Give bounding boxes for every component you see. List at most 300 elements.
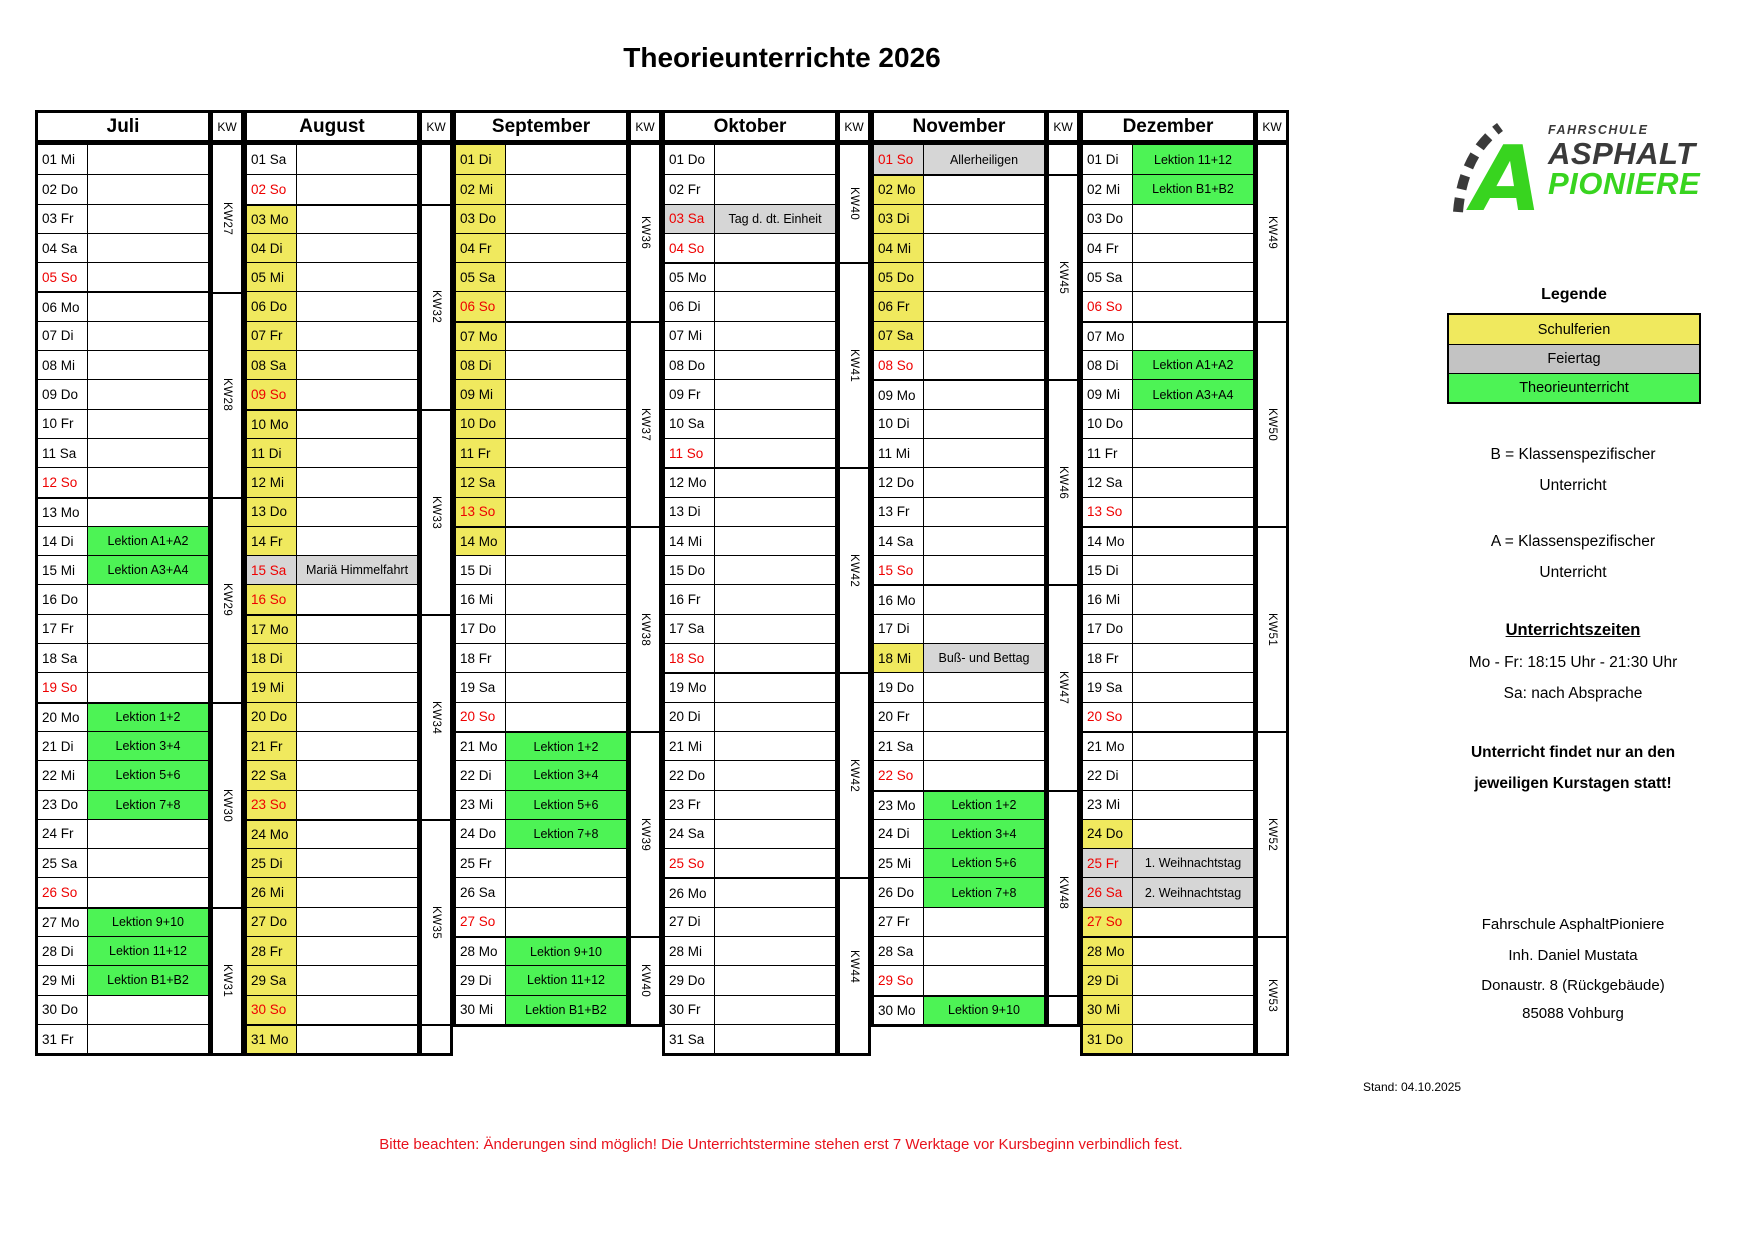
empty-lesson-cell <box>297 263 417 291</box>
empty-lesson-cell <box>297 234 417 262</box>
date-cell: 28 Mi <box>665 937 715 965</box>
day-row <box>1083 145 1253 174</box>
day-row <box>456 291 626 320</box>
day-row <box>1083 321 1253 350</box>
empty-lesson-cell <box>715 732 835 760</box>
date-cell: 28 Di <box>38 937 88 965</box>
date-cell: 24 Fr <box>38 820 88 848</box>
date-cell: 18 So <box>665 644 715 672</box>
day-row <box>1083 438 1253 467</box>
date-cell: 05 Sa <box>456 263 506 291</box>
month-days <box>1080 143 1256 1056</box>
date-cell: 26 Sa <box>1083 878 1133 906</box>
lesson-cell: Lektion 11+12 <box>88 937 208 965</box>
day-row <box>874 204 1044 233</box>
empty-lesson-cell <box>88 644 208 672</box>
day-row <box>456 848 626 877</box>
date-cell: 13 Mo <box>38 499 88 526</box>
kw-label: KW27 <box>221 201 233 235</box>
day-row <box>247 350 417 379</box>
empty-lesson-cell <box>1133 323 1253 350</box>
empty-lesson-cell <box>924 615 1044 643</box>
date-cell: 16 Mi <box>1083 585 1133 613</box>
day-row <box>247 204 417 233</box>
day-row <box>874 760 1044 789</box>
date-cell: 30 Fr <box>665 996 715 1024</box>
date-cell: 06 Do <box>247 292 297 320</box>
empty-lesson-cell <box>715 469 835 496</box>
date-cell: 20 Do <box>247 703 297 731</box>
lesson-cell: Lektion 3+4 <box>924 820 1044 848</box>
empty-lesson-cell <box>297 527 417 555</box>
kw-group <box>422 614 450 819</box>
day-row <box>874 848 1044 877</box>
day-row <box>38 907 208 936</box>
empty-lesson-cell <box>1133 615 1253 643</box>
day-row <box>38 614 208 643</box>
kw-group <box>1049 584 1077 789</box>
day-row <box>1083 672 1253 701</box>
empty-lesson-cell <box>297 585 417 613</box>
month-days <box>35 143 211 1056</box>
date-cell: 23 Fr <box>665 791 715 819</box>
day-row <box>247 291 417 320</box>
empty-lesson-cell <box>88 351 208 379</box>
date-cell: 01 So <box>874 145 924 174</box>
day-row <box>38 174 208 203</box>
date-cell: 02 So <box>247 175 297 203</box>
kw-label: KW50 <box>1266 407 1278 441</box>
empty-lesson-cell <box>924 292 1044 320</box>
holiday-name-cell: 2. Weihnachtstag <box>1133 878 1253 906</box>
empty-lesson-cell <box>506 528 626 555</box>
date-cell: 15 So <box>874 556 924 584</box>
empty-lesson-cell <box>1133 292 1253 320</box>
empty-lesson-cell <box>297 908 417 936</box>
a-note-line1: A = Klassenspezifischer <box>1490 533 1656 550</box>
empty-lesson-cell <box>88 849 208 877</box>
day-row <box>874 819 1044 848</box>
empty-lesson-cell <box>506 351 626 379</box>
date-cell: 17 Mo <box>247 616 297 643</box>
empty-lesson-cell <box>297 322 417 350</box>
empty-lesson-cell <box>88 820 208 848</box>
day-row <box>38 438 208 467</box>
date-cell: 02 Mi <box>456 175 506 203</box>
empty-lesson-cell <box>297 498 417 526</box>
kw-group-empty <box>422 145 450 204</box>
date-cell: 18 Di <box>247 644 297 672</box>
kw-group <box>631 526 659 731</box>
empty-lesson-cell <box>297 937 417 965</box>
day-row <box>456 555 626 584</box>
day-row <box>665 760 835 789</box>
kw-label: KW49 <box>1266 216 1278 250</box>
date-cell: 04 Di <box>247 234 297 262</box>
legend-item-theorieunterricht: Theorieunterricht <box>1449 373 1699 402</box>
day-row <box>247 614 417 643</box>
kw-label: KW36 <box>639 216 651 250</box>
empty-lesson-cell <box>715 264 835 291</box>
empty-lesson-cell <box>924 176 1044 203</box>
date-cell: 10 Sa <box>665 410 715 438</box>
date-cell: 12 Sa <box>456 468 506 496</box>
day-row <box>38 321 208 350</box>
date-cell: 22 Di <box>456 761 506 789</box>
date-cell: 14 Mo <box>456 528 506 555</box>
date-cell: 28 Mo <box>456 938 506 965</box>
kw-column <box>420 143 453 1056</box>
day-row <box>38 995 208 1024</box>
date-cell: 18 Fr <box>1083 644 1133 672</box>
date-cell: 09 Mi <box>456 380 506 408</box>
empty-lesson-cell <box>1133 761 1253 789</box>
empty-lesson-cell <box>1133 205 1253 233</box>
month-august <box>244 110 453 1056</box>
date-cell: 06 Fr <box>874 292 924 320</box>
kw-group <box>840 145 868 262</box>
day-row <box>247 995 417 1024</box>
kw-header: KW <box>1256 110 1289 143</box>
day-row <box>1083 262 1253 291</box>
date-cell: 19 Mi <box>247 673 297 701</box>
day-row <box>247 877 417 906</box>
day-row <box>247 555 417 584</box>
kw-group <box>1258 731 1286 936</box>
date-cell: 21 Di <box>38 732 88 760</box>
day-row <box>456 174 626 203</box>
kw-group <box>1258 936 1286 1053</box>
empty-lesson-cell <box>506 585 626 613</box>
stand-date: Stand: 04.10.2025 <box>1362 1080 1462 1094</box>
date-cell: 11 Fr <box>456 439 506 467</box>
address-company: Fahrschule AsphaltPioniere <box>1481 916 1665 933</box>
date-cell: 13 Fr <box>874 498 924 526</box>
kw-label: KW46 <box>1057 466 1069 500</box>
day-row <box>874 291 1044 320</box>
empty-lesson-cell <box>715 175 835 203</box>
date-cell: 04 Fr <box>1083 234 1133 262</box>
day-row <box>456 438 626 467</box>
date-cell: 15 Mi <box>38 556 88 584</box>
day-row <box>1083 907 1253 936</box>
date-cell: 29 Mi <box>38 966 88 994</box>
empty-lesson-cell <box>1133 585 1253 613</box>
day-row <box>665 145 835 174</box>
day-row <box>1083 204 1253 233</box>
empty-lesson-cell <box>1133 908 1253 936</box>
kw-label: KW38 <box>639 612 651 647</box>
empty-lesson-cell <box>1133 439 1253 467</box>
empty-lesson-cell <box>297 644 417 672</box>
date-cell: 06 So <box>456 292 506 320</box>
empty-lesson-cell <box>506 878 626 906</box>
empty-lesson-cell <box>1133 498 1253 526</box>
empty-lesson-cell <box>715 703 835 731</box>
date-cell: 23 Mi <box>1083 791 1133 819</box>
day-row <box>665 643 835 672</box>
date-cell: 24 Do <box>456 820 506 848</box>
day-row <box>874 526 1044 555</box>
date-cell: 03 Sa <box>665 205 715 233</box>
b-note-line1: B = Klassenspezifischer <box>1490 446 1656 463</box>
legend-title: Legende <box>1541 286 1607 303</box>
kw-column <box>1047 143 1080 1027</box>
month-september <box>453 110 662 1027</box>
day-row <box>665 204 835 233</box>
month-body <box>453 143 662 1027</box>
day-row <box>665 174 835 203</box>
date-cell: 05 Mi <box>247 263 297 291</box>
day-row <box>1083 174 1253 203</box>
day-row <box>247 174 417 203</box>
empty-lesson-cell <box>506 205 626 233</box>
lesson-cell: Lektion 7+8 <box>88 791 208 819</box>
date-cell: 13 So <box>1083 498 1133 526</box>
day-row <box>456 204 626 233</box>
kw-label: KW52 <box>1266 817 1278 852</box>
empty-lesson-cell <box>1133 1025 1253 1053</box>
lesson-cell: Lektion 3+4 <box>506 761 626 789</box>
day-row <box>874 907 1044 936</box>
month-dezember <box>1080 110 1289 1056</box>
day-row <box>247 379 417 408</box>
day-row <box>874 702 1044 731</box>
date-cell: 31 Do <box>1083 1025 1133 1053</box>
month-header-september: September <box>453 110 629 143</box>
empty-lesson-cell <box>506 380 626 408</box>
month-header-november: November <box>871 110 1047 143</box>
date-cell: 16 So <box>247 585 297 613</box>
day-row <box>874 584 1044 613</box>
day-row <box>665 877 835 906</box>
lesson-cell: Lektion 5+6 <box>506 791 626 819</box>
date-cell: 17 Do <box>1083 615 1133 643</box>
day-row <box>38 672 208 701</box>
day-row <box>874 233 1044 262</box>
change-notice: Bitte beachten: Änderungen sind möglich! Die Unterrichtstermine stehen erst 7 Werktage vor Kursbeginn verbindlich fest. <box>379 1136 1183 1153</box>
month-body <box>1080 143 1289 1056</box>
month-header-row <box>662 110 871 143</box>
date-cell: 09 Do <box>38 380 88 408</box>
date-cell: 27 Fr <box>874 908 924 936</box>
kw-column <box>629 143 662 1027</box>
day-row <box>456 877 626 906</box>
date-cell: 30 So <box>247 996 297 1024</box>
day-row <box>874 790 1044 819</box>
date-cell: 02 Fr <box>665 175 715 203</box>
kw-group <box>1258 526 1286 731</box>
day-row <box>247 760 417 789</box>
empty-lesson-cell <box>506 673 626 701</box>
empty-lesson-cell <box>1133 263 1253 291</box>
day-row <box>1083 848 1253 877</box>
lesson-cell: Lektion 1+2 <box>88 704 208 731</box>
day-row <box>456 497 626 526</box>
day-row <box>247 848 417 877</box>
empty-lesson-cell <box>297 703 417 731</box>
kw-group <box>422 819 450 1024</box>
empty-lesson-cell <box>1133 703 1253 731</box>
lesson-cell: Lektion 11+12 <box>1133 145 1253 174</box>
empty-lesson-cell <box>88 1025 208 1053</box>
kw-label: KW48 <box>1057 876 1069 910</box>
day-row <box>247 584 417 613</box>
day-row <box>665 233 835 262</box>
date-cell: 01 Do <box>665 145 715 174</box>
day-row <box>874 321 1044 350</box>
date-cell: 08 Mi <box>38 351 88 379</box>
date-cell: 10 Mo <box>247 411 297 438</box>
empty-lesson-cell <box>88 263 208 291</box>
day-row <box>247 233 417 262</box>
day-row <box>665 614 835 643</box>
day-row <box>456 233 626 262</box>
empty-lesson-cell <box>506 468 626 496</box>
empty-lesson-cell <box>1133 468 1253 496</box>
date-cell: 16 Mo <box>874 586 924 613</box>
date-cell: 05 So <box>38 263 88 291</box>
day-row <box>1083 497 1253 526</box>
day-row <box>665 438 835 467</box>
date-cell: 12 Do <box>874 468 924 496</box>
date-cell: 31 Sa <box>665 1025 715 1053</box>
holiday-name-cell: Mariä Himmelfahrt <box>297 556 417 584</box>
date-cell: 15 Do <box>665 556 715 584</box>
date-cell: 25 Mi <box>874 849 924 877</box>
date-cell: 27 So <box>1083 908 1133 936</box>
holiday-name-cell: Allerheiligen <box>924 145 1044 174</box>
date-cell: 21 Sa <box>874 732 924 760</box>
empty-lesson-cell <box>715 527 835 555</box>
empty-lesson-cell <box>297 673 417 701</box>
day-row <box>456 672 626 701</box>
date-cell: 20 Mo <box>38 704 88 731</box>
date-cell: 21 Mo <box>1083 733 1133 760</box>
empty-lesson-cell <box>1133 966 1253 994</box>
day-row <box>38 702 208 731</box>
kw-column <box>838 143 871 1056</box>
calendar-grid <box>35 110 1289 1056</box>
date-cell: 25 Di <box>247 849 297 877</box>
empty-lesson-cell <box>1133 234 1253 262</box>
month-header-row <box>1080 110 1289 143</box>
day-row <box>456 262 626 291</box>
empty-lesson-cell <box>297 175 417 203</box>
asphalt-road-a-icon <box>1448 118 1552 220</box>
day-row <box>247 409 417 438</box>
kw-label: KW42 <box>848 554 860 588</box>
kw-group <box>213 907 241 1054</box>
day-row <box>456 409 626 438</box>
month-header-row <box>244 110 453 143</box>
day-row <box>456 614 626 643</box>
empty-lesson-cell <box>506 908 626 936</box>
kw-label: KW32 <box>430 290 442 324</box>
empty-lesson-cell <box>715 380 835 408</box>
month-days <box>662 143 838 1056</box>
date-cell: 22 So <box>874 761 924 789</box>
kw-group <box>213 145 241 292</box>
date-cell: 01 Di <box>1083 145 1133 174</box>
day-row <box>874 555 1044 584</box>
date-cell: 20 Di <box>665 703 715 731</box>
day-row <box>1083 291 1253 320</box>
empty-lesson-cell <box>506 498 626 526</box>
empty-lesson-cell <box>506 292 626 320</box>
day-row <box>456 995 626 1024</box>
date-cell: 22 Do <box>665 761 715 789</box>
day-row <box>1083 584 1253 613</box>
day-row <box>874 497 1044 526</box>
empty-lesson-cell <box>924 673 1044 701</box>
day-row <box>665 848 835 877</box>
day-row <box>665 497 835 526</box>
day-row <box>247 145 417 174</box>
date-cell: 23 Mo <box>874 792 924 819</box>
day-row <box>38 204 208 233</box>
day-row <box>874 995 1044 1024</box>
empty-lesson-cell <box>924 322 1044 350</box>
day-row <box>38 233 208 262</box>
empty-lesson-cell <box>297 791 417 819</box>
empty-lesson-cell <box>715 849 835 877</box>
day-row <box>665 702 835 731</box>
day-row <box>1083 819 1253 848</box>
date-cell: 14 Mo <box>1083 528 1133 555</box>
lesson-cell: Lektion A1+A2 <box>88 527 208 555</box>
day-row <box>665 350 835 379</box>
kw-group <box>213 702 241 907</box>
empty-lesson-cell <box>715 234 835 262</box>
empty-lesson-cell <box>715 908 835 936</box>
empty-lesson-cell <box>297 351 417 379</box>
day-row <box>38 877 208 906</box>
lesson-cell: Lektion B1+B2 <box>88 966 208 994</box>
empty-lesson-cell <box>506 410 626 438</box>
date-cell: 11 So <box>665 439 715 467</box>
day-row <box>1083 702 1253 731</box>
day-row <box>456 790 626 819</box>
lesson-cell: Lektion 11+12 <box>506 966 626 994</box>
address-owner: Inh. Daniel Mustata <box>1508 947 1638 964</box>
holiday-name-cell: 1. Weihnachtstag <box>1133 849 1253 877</box>
day-row <box>456 526 626 555</box>
kw-label: KW40 <box>848 186 860 221</box>
month-header-dezember: Dezember <box>1080 110 1256 143</box>
month-header-august: August <box>244 110 420 143</box>
empty-lesson-cell <box>297 616 417 643</box>
lesson-cell: Lektion 5+6 <box>88 761 208 789</box>
empty-lesson-cell <box>715 937 835 965</box>
date-cell: 12 Mo <box>665 469 715 496</box>
a-note-line2: Unterricht <box>1539 564 1607 581</box>
day-row <box>38 760 208 789</box>
date-cell: 07 Mo <box>1083 323 1133 350</box>
kw-group <box>1258 321 1286 526</box>
lesson-cell: Lektion 1+2 <box>924 792 1044 819</box>
day-row <box>456 702 626 731</box>
date-cell: 07 Mo <box>456 323 506 350</box>
b-note-line2: Unterricht <box>1539 477 1607 494</box>
day-row <box>38 965 208 994</box>
empty-lesson-cell <box>715 322 835 350</box>
date-cell: 18 Fr <box>456 644 506 672</box>
kw-label: KW41 <box>848 349 860 383</box>
empty-lesson-cell <box>88 499 208 526</box>
empty-lesson-cell <box>715 1025 835 1053</box>
empty-lesson-cell <box>1133 556 1253 584</box>
